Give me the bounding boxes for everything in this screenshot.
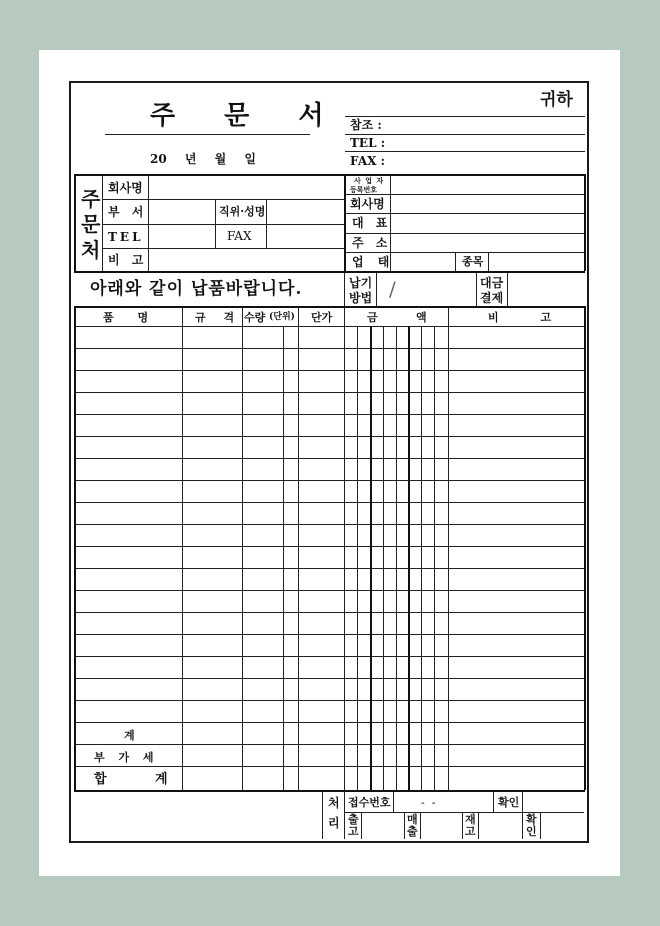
tel-line xyxy=(345,151,585,152)
supplier-representative-label: 대 표 xyxy=(352,216,388,230)
delivery-label-1: 납기 xyxy=(349,276,373,290)
receipt-confirm-label: 확인 xyxy=(498,796,520,809)
table-row-line xyxy=(76,678,584,679)
table-row-line xyxy=(76,436,584,437)
reference-label: 참조 : xyxy=(350,118,382,132)
supplier-business-item-label: 종목 xyxy=(462,255,484,268)
info-left-border xyxy=(74,174,76,271)
table-left-border xyxy=(74,306,76,790)
table-column-line xyxy=(383,326,384,790)
stock-label-2: 고 xyxy=(465,825,476,838)
receipt-no-label: 접수번호 xyxy=(348,796,391,809)
receipt-no-separator: - - xyxy=(421,796,436,809)
total-label-1: 합 xyxy=(94,772,107,787)
total-label-2: 계 xyxy=(155,772,168,787)
info-right-border xyxy=(584,174,586,271)
supplier-label-divider xyxy=(390,176,391,271)
orderer-row-line-3 xyxy=(102,248,344,249)
request-divider-1 xyxy=(344,273,345,306)
recipient-line xyxy=(345,116,585,117)
receipt-divider-2 xyxy=(493,792,494,812)
table-row-line xyxy=(76,502,584,503)
supplier-row-line-3 xyxy=(346,233,584,234)
table-column-line xyxy=(242,308,243,790)
table-row-line xyxy=(76,656,584,657)
table-row-line xyxy=(76,414,584,415)
vat-label: 부 가 세 xyxy=(94,751,154,764)
proc-bottom-divider-4 xyxy=(462,812,463,839)
supplier-business-type-label: 업 태 xyxy=(352,255,390,269)
table-right-border xyxy=(584,306,586,790)
request-top-border xyxy=(74,271,585,273)
supplier-business-divider-1 xyxy=(455,252,456,271)
processing-top-border xyxy=(74,790,585,792)
check-label-2: 인 xyxy=(526,825,537,838)
header-qty-unit: (단위) xyxy=(269,312,295,322)
shipment-label-2: 고 xyxy=(348,825,359,838)
table-column-line xyxy=(357,326,358,790)
table-row-line xyxy=(76,744,584,745)
stock-label-1: 재 xyxy=(465,813,476,826)
orderer-row-line-1 xyxy=(102,199,344,200)
table-column-line xyxy=(448,308,449,790)
proc-bottom-divider-5 xyxy=(478,812,479,839)
delivery-label-2: 방법 xyxy=(349,291,373,305)
check-label-1: 확 xyxy=(526,813,537,826)
table-row-line xyxy=(76,546,584,547)
header-spec: 규 격 xyxy=(195,311,235,324)
header-amount-2: 액 xyxy=(416,311,427,324)
proc-bottom-divider-2 xyxy=(404,812,405,839)
processing-divider-2 xyxy=(344,792,345,839)
table-row-line xyxy=(76,370,584,371)
request-divider-4 xyxy=(507,273,508,306)
date-line: 20 년 월 일 xyxy=(150,152,257,166)
supplier-row-line-1 xyxy=(346,194,584,195)
payment-label-2: 결제 xyxy=(480,291,504,305)
supplier-row-line-4 xyxy=(346,252,584,253)
order-form xyxy=(69,81,589,843)
payment-label-1: 대금 xyxy=(480,276,504,290)
proc-bottom-divider-6 xyxy=(522,812,523,839)
header-qty: 수량 xyxy=(244,311,266,324)
table-column-line xyxy=(182,308,183,790)
honorific: 귀하 xyxy=(540,90,573,110)
table-row-line xyxy=(76,722,584,723)
processing-mid-line xyxy=(344,812,584,813)
table-column-line xyxy=(283,326,284,790)
supplier-reg-line2: 등록번호 xyxy=(350,185,378,194)
table-row-line xyxy=(76,766,584,767)
header-item: 품 명 xyxy=(103,311,149,324)
orderer-mid-divider-2 xyxy=(266,199,267,248)
orderer-position-label: 직위·성명 xyxy=(219,205,266,218)
table-row-line xyxy=(76,524,584,525)
table-top-border xyxy=(74,306,585,308)
request-divider-2 xyxy=(376,273,377,306)
orderer-department-label: 부 서 xyxy=(108,205,144,219)
orderer-char-3: 처 xyxy=(81,238,101,262)
header-amount-1: 금 xyxy=(367,311,378,324)
table-row-line xyxy=(76,568,584,569)
processing-label-1: 처 xyxy=(328,796,340,810)
tel-label: TEL : xyxy=(350,136,386,150)
fax-label: FAX : xyxy=(350,154,386,168)
supplier-reg-line1: 사 업 자 xyxy=(354,176,385,185)
shipment-label-1: 출 xyxy=(348,813,359,826)
receipt-divider-3 xyxy=(522,792,523,812)
request-message: 아래와 같이 납품바랍니다. xyxy=(90,279,303,299)
orderer-char-1: 주 xyxy=(81,187,101,211)
sales-label-1: 매 xyxy=(407,813,418,826)
receipt-divider-1 xyxy=(393,792,394,812)
processing-label-2: 리 xyxy=(328,816,340,830)
form-title: 주 문 서 xyxy=(150,101,344,131)
supplier-address-label: 주 소 xyxy=(352,236,388,250)
table-column-line xyxy=(434,326,435,790)
orderer-mid-divider-1 xyxy=(215,199,216,248)
proc-bottom-divider-3 xyxy=(420,812,421,839)
table-row-line xyxy=(76,590,584,591)
orderer-char-2: 문 xyxy=(81,212,101,236)
request-divider-3 xyxy=(476,273,477,306)
header-remarks: 비 고 xyxy=(488,311,552,324)
title-underline xyxy=(105,134,310,135)
info-top-border xyxy=(74,174,585,176)
table-row-line xyxy=(76,480,584,481)
info-divider xyxy=(344,174,346,271)
orderer-tel-label: TEL xyxy=(108,230,144,244)
table-row-line xyxy=(76,612,584,613)
supplier-business-divider-2 xyxy=(488,252,489,271)
proc-bottom-divider-1 xyxy=(361,812,362,839)
table-column-line xyxy=(396,326,397,790)
reference-line xyxy=(345,134,585,135)
supplier-company-label: 회사명 xyxy=(350,197,385,211)
table-column-line xyxy=(298,308,299,790)
proc-bottom-divider-7 xyxy=(540,812,541,839)
orderer-remarks-label: 비 고 xyxy=(108,253,144,267)
table-row-line xyxy=(76,326,584,327)
orderer-row-line-2 xyxy=(102,224,344,225)
processing-divider-1 xyxy=(322,792,323,839)
amount-unit-separator xyxy=(370,326,372,790)
orderer-company-label: 회사명 xyxy=(108,181,143,195)
amount-unit-separator xyxy=(408,326,410,790)
delivery-slash: / xyxy=(389,277,396,301)
sales-label-2: 출 xyxy=(407,825,418,838)
table-row-line xyxy=(76,634,584,635)
orderer-fax-label: FAX xyxy=(227,229,252,243)
header-unit-price: 단가 xyxy=(311,311,333,324)
table-column-line xyxy=(344,308,345,790)
table-column-line xyxy=(421,326,422,790)
table-row-line xyxy=(76,348,584,349)
table-row-line xyxy=(76,700,584,701)
supplier-row-line-2 xyxy=(346,213,584,214)
table-row-line xyxy=(76,458,584,459)
table-row-line xyxy=(76,392,584,393)
subtotal-label: 계 xyxy=(124,729,135,742)
